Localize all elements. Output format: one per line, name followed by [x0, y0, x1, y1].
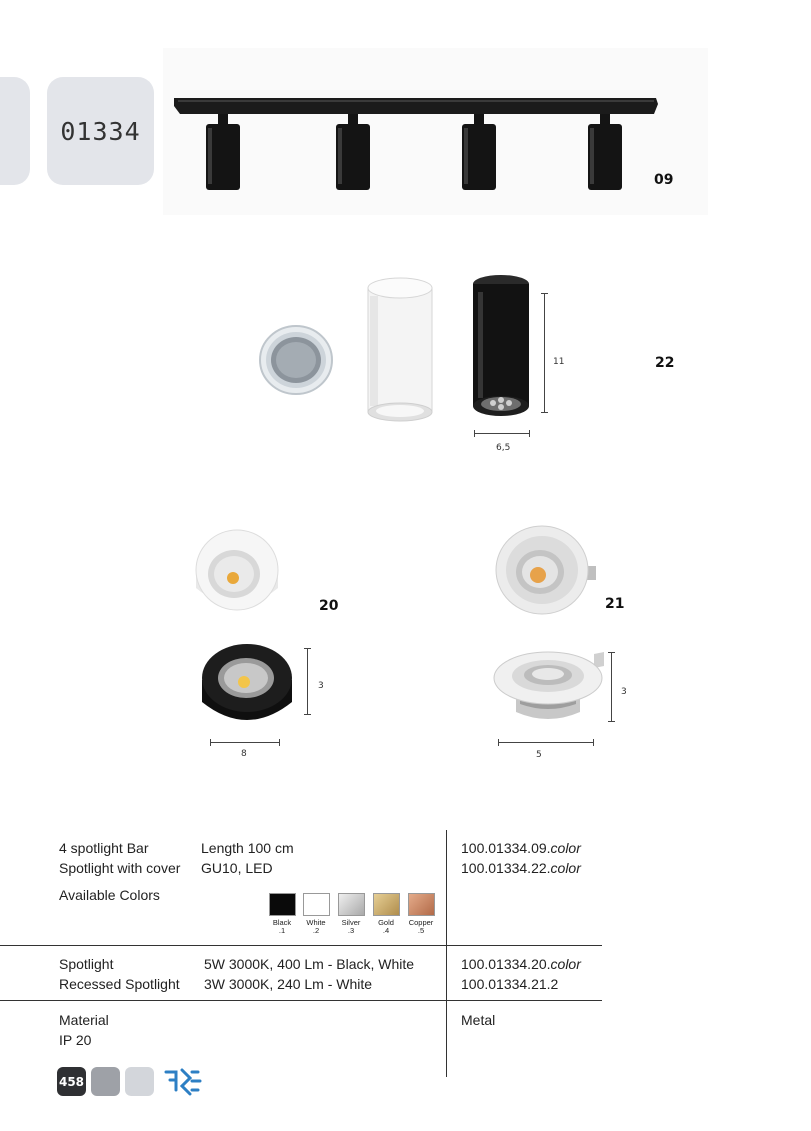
- page-number: 458: [58, 1074, 85, 1089]
- order-code-recessed: 100.01334.21.2: [461, 976, 559, 992]
- available-colors-label: Available Colors: [59, 887, 160, 903]
- order-code-spotlight: 100.01334.20.color: [461, 956, 581, 972]
- color-label-silver: Silver .3: [341, 918, 361, 935]
- color-label-black: Black .1: [272, 918, 292, 935]
- side-tab: [0, 77, 30, 185]
- material-label: Material: [59, 1012, 109, 1028]
- recessed-spotlight-front-image: [494, 522, 602, 618]
- recessed-width-tick-right: [593, 739, 594, 746]
- surface-width-value: 8: [241, 749, 247, 759]
- spec-row-bar-name: 4 spotlight Bar: [59, 840, 149, 856]
- cylinder-height-line: [544, 293, 545, 413]
- color-swatch-gold: [373, 893, 400, 916]
- page-number-badge: [57, 1067, 86, 1096]
- spec-row-spotlight-detail: 5W 3000K, 400 Lm - Black, White: [204, 956, 415, 972]
- surface-height-line: [307, 648, 308, 715]
- spotlight-bar-image: [170, 92, 660, 194]
- recessed-width-line: [498, 742, 594, 743]
- recessed-width-tick-left: [498, 739, 499, 746]
- figure-label-cylinder: 22: [655, 355, 675, 371]
- cylinder-height-value: 11: [553, 357, 565, 367]
- cylinder-height-tick-bottom: [541, 412, 548, 413]
- ip-rating-label: IP 20: [59, 1032, 92, 1048]
- cylinder-cover-top-image: [256, 322, 336, 398]
- footer-light-square: [125, 1067, 154, 1096]
- spec-row-cover-name: Spotlight with cover: [59, 860, 181, 876]
- order-code-bar: 100.01334.09.color: [461, 840, 581, 856]
- table-divider-1: [0, 945, 602, 946]
- spec-row-recessed-name: Recessed Spotlight: [59, 976, 180, 992]
- product-code-box: [47, 77, 154, 185]
- surface-height-tick-bottom: [304, 714, 311, 715]
- color-swatch-silver: [338, 893, 365, 916]
- surface-width-line: [210, 742, 280, 743]
- product-code: 01334: [60, 116, 141, 146]
- surface-height-tick-top: [304, 648, 311, 649]
- figure-label-recessed: 21: [605, 596, 625, 612]
- color-swatch-copper: [408, 893, 435, 916]
- cylinder-width-line: [474, 433, 530, 434]
- cylinder-width-value: 6,5: [496, 443, 511, 453]
- color-swatch-black: [269, 893, 296, 916]
- spec-row-recessed-detail: 3W 3000K, 240 Lm - White: [204, 976, 373, 992]
- black-surface-spotlight-image: [198, 640, 296, 732]
- color-label-white: White .2: [306, 918, 326, 935]
- recessed-height-tick-top: [608, 652, 615, 653]
- footer-gray-square: [91, 1067, 120, 1096]
- material-value: Metal: [461, 1012, 496, 1028]
- recessed-height-value: 3: [621, 687, 627, 697]
- spec-row-cover-detail: GU10, LED: [201, 860, 273, 876]
- recessed-spotlight-side-image: [486, 642, 610, 724]
- spec-row-spotlight-name: Spotlight: [59, 956, 114, 972]
- figure-label-bar: 09: [654, 172, 674, 188]
- color-label-copper: Copper .5: [408, 918, 434, 935]
- black-cylinder-spotlight-image: [470, 272, 532, 424]
- cylinder-height-tick-top: [541, 293, 548, 294]
- table-divider-2: [0, 1000, 602, 1001]
- surface-height-value: 3: [318, 681, 324, 691]
- recessed-height-line: [611, 652, 612, 722]
- table-vertical-divider: [446, 830, 447, 1077]
- spec-row-bar-detail: Length 100 cm: [201, 840, 294, 856]
- cylinder-width-tick-left: [474, 430, 475, 437]
- color-label-gold: Gold .4: [378, 918, 394, 935]
- recessed-height-tick-bottom: [608, 721, 615, 722]
- white-surface-spotlight-image: [190, 522, 284, 618]
- white-cylinder-spotlight-image: [364, 276, 436, 422]
- surface-width-tick-left: [210, 739, 211, 746]
- recessed-width-value: 5: [536, 750, 542, 760]
- surface-width-tick-right: [279, 739, 280, 746]
- order-code-cover: 100.01334.22.color: [461, 860, 581, 876]
- figure-label-surface: 20: [319, 598, 339, 614]
- brand-logo-icon: [162, 1066, 202, 1096]
- color-swatch-white: [303, 893, 330, 916]
- cylinder-width-tick-right: [529, 430, 530, 437]
